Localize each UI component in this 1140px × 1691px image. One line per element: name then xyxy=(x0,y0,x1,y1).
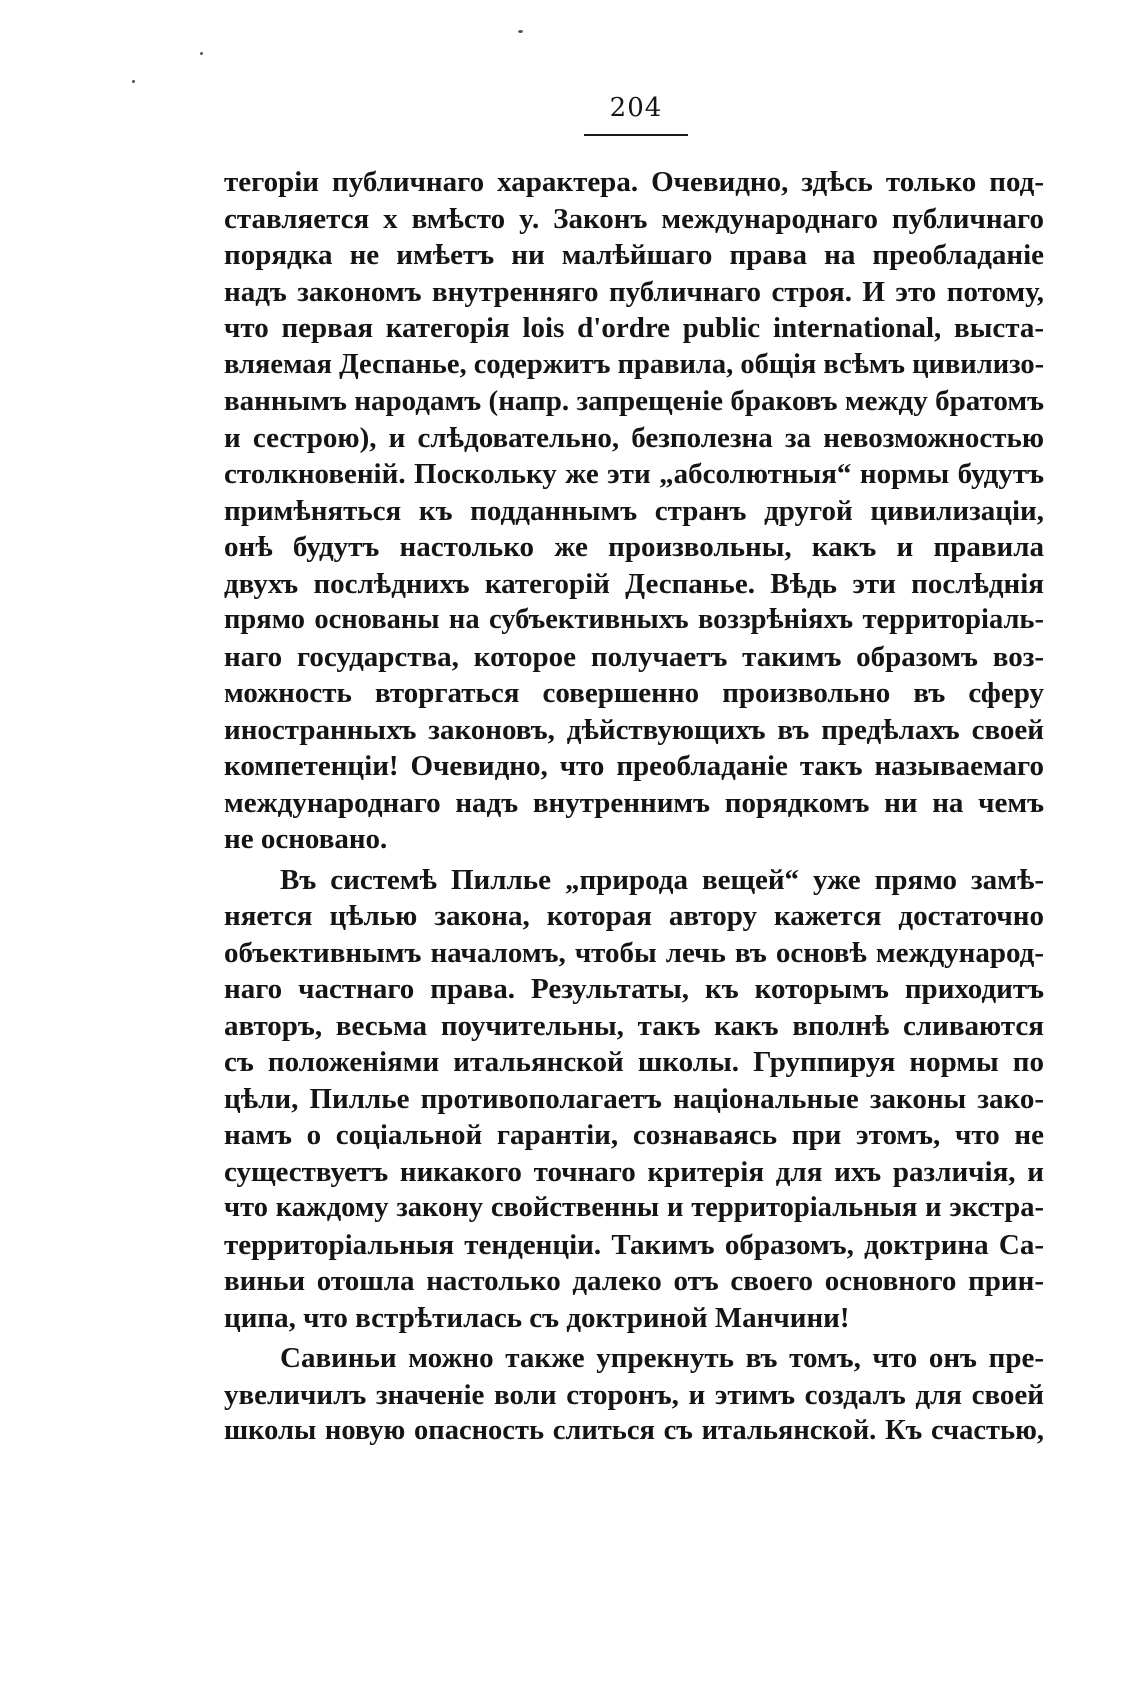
page-number: 204 xyxy=(609,93,663,123)
text-line: ставляется x вмѣсто y. Законъ международнаго публичнаго xyxy=(224,202,1044,235)
text-line: двухъ послѣднихъ категорій Деспанье. Вѣдь эти послѣднія xyxy=(224,567,1044,600)
text-line: Савиньи можно также упрекнуть въ томъ, что онъ пре- xyxy=(280,1342,1044,1374)
text-line: что первая категорія lois d'ordre public international, выста- xyxy=(224,312,1044,344)
text-line: что каждому закону свойственны и территоріальныя и экстра- xyxy=(224,1192,1044,1223)
text-line: школы новую опасность слиться съ итальянской. Къ счастью, xyxy=(224,1415,1044,1446)
paragraph-1 xyxy=(224,164,1044,858)
text-line: вляемая Деспанье, содержитъ правила, общія всѣмъ цивилизо- xyxy=(224,348,1044,380)
paragraph-2 xyxy=(224,862,1044,1337)
text-line: тегоріи публичнаго характера. Очевидно, здѣсь только под- xyxy=(224,166,1044,198)
text-line: не основано. xyxy=(224,823,388,855)
text-line: увеличилъ значеніе воли сторонъ, и этимъ создалъ для своей xyxy=(224,1378,1044,1411)
text-line: наго государства, которое получаетъ такимъ образомъ воз- xyxy=(224,640,1044,673)
header-rule xyxy=(584,134,688,136)
text-line: компетенціи! Очевидно, что преобладаніе такъ называемаго xyxy=(224,750,1044,782)
text-line: прямо основаны на субъективныхъ воззрѣніяхъ территоріаль- xyxy=(224,604,1044,635)
text-line: можность вторгаться совершенно произвольно въ сферу xyxy=(224,677,1044,709)
text-line: виньи отошла настолько далеко отъ своего основного прин- xyxy=(224,1265,1044,1297)
text-line: объективнымъ началомъ, чтобы лечь въ основѣ международ- xyxy=(224,936,1044,969)
text-line: надъ закономъ внутренняго публичнаго строя. И это потому, xyxy=(224,275,1044,308)
text-line: онѣ будутъ настолько же произвольны, какъ и правила xyxy=(224,531,1044,563)
text-line: порядка не имѣетъ ни малѣйшаго права на преобладаніе xyxy=(224,239,1044,271)
text-line: ваннымъ народамъ (напр. запрещеніе браковъ между братомъ xyxy=(224,385,1044,417)
print-speck xyxy=(518,30,523,33)
text-line: няется цѣлью закона, которая автору кажется достаточно xyxy=(224,900,1044,932)
text-line: существуетъ никакого точнаго критерія для ихъ различія, и xyxy=(224,1155,1044,1188)
body-text xyxy=(224,164,1044,1454)
text-line: территоріальныя тенденціи. Такимъ образомъ, доктрина Са- xyxy=(224,1228,1044,1261)
print-speck xyxy=(200,52,203,55)
text-line: столкновеній. Поскольку же эти „абсолютныя“ нормы будутъ xyxy=(224,458,1044,490)
text-line: и сестрою), и слѣдовательно, безполезна за невозможностью xyxy=(224,421,1044,454)
text-line: иностранныхъ законовъ, дѣйствующихъ въ предѣлахъ своей xyxy=(224,713,1044,746)
text-line: наго частнаго права. Результаты, къ которымъ приходитъ xyxy=(224,973,1044,1005)
paragraph-3 xyxy=(224,1340,1044,1450)
print-speck xyxy=(132,80,135,83)
text-line: авторъ, весьма поучительны, такъ какъ вполнѣ сливаются xyxy=(224,1009,1044,1042)
text-line: намъ о соціальной гарантіи, сознаваясь при этомъ, что не xyxy=(224,1119,1044,1151)
text-line: международнаго надъ внутреннимъ порядкомъ ни на чемъ xyxy=(224,786,1044,819)
text-line: съ положеніями итальянской школы. Группируя нормы по xyxy=(224,1046,1044,1078)
text-line: Въ системѣ Пиллье „природа вещей“ уже прямо замѣ- xyxy=(280,863,1044,896)
text-line: ципа, что встрѣтилась съ доктриной Манчини! xyxy=(224,1301,850,1334)
text-line: примѣняться къ подданнымъ странъ другой цивилизаціи, xyxy=(224,494,1044,527)
text-line: цѣли, Пиллье противополагаетъ національные законы зако- xyxy=(224,1082,1044,1115)
